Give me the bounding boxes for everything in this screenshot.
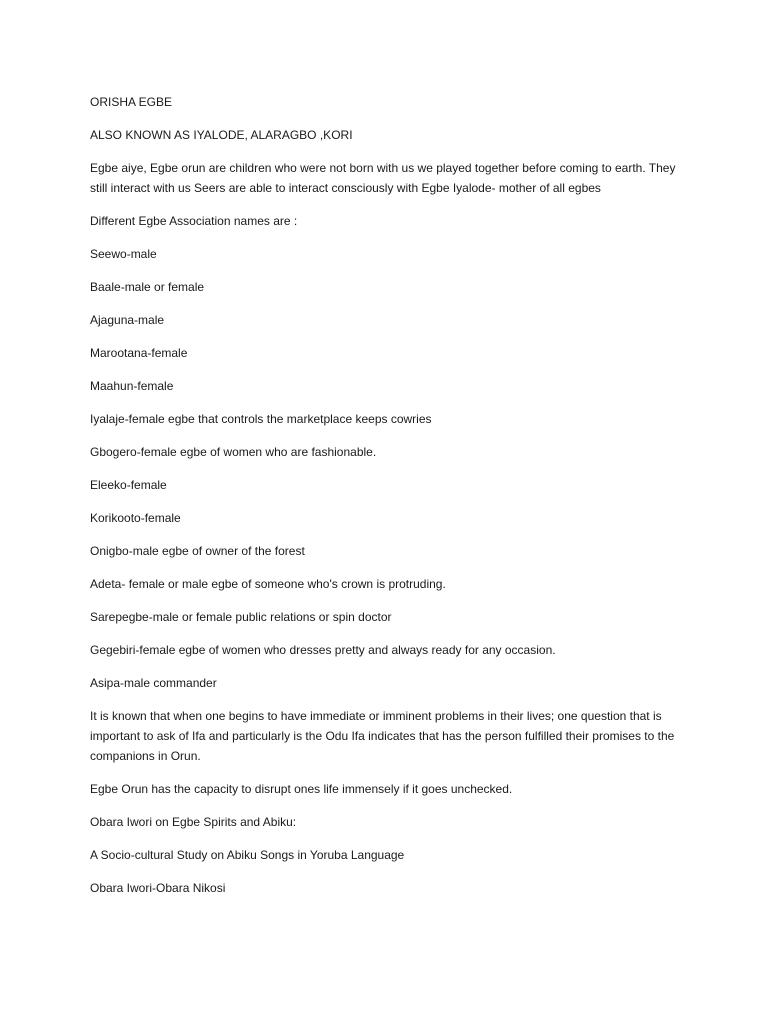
body-paragraph: It is known that when one begins to have immediate or imminent problems in their lives; one question that is important to ask of Ifa and particularly is the Odu Ifa indicates that has the person fulfilled their promises to the companions in Orun. [90, 709, 675, 763]
intro-paragraph: Egbe aiye, Egbe orun are children who were not born with us we played together before coming to earth. They still interact with us Seers are able to interact consciously with Egbe Iyalode- mother of all egbes [90, 161, 676, 195]
document-title: ORISHA EGBE [90, 95, 173, 109]
association-heading: Different Egbe Association names are : [90, 214, 298, 228]
section-heading: Obara Iwori on Egbe Spirits and Abiku: [90, 815, 297, 829]
association-item: Onigbo-male egbe of owner of the forest [90, 544, 305, 558]
document-subtitle: ALSO KNOWN AS IYALODE, ALARAGBO ,KORI [90, 128, 353, 142]
association-item: Gegebiri-female egbe of women who dresses pretty and always ready for any occasion. [90, 643, 556, 657]
association-item: Korikooto-female [90, 511, 181, 525]
document-body [90, 92, 690, 911]
association-item: Ajaguna-male [90, 313, 165, 327]
body-paragraph: Egbe Orun has the capacity to disrupt ones life immensely if it goes unchecked. [90, 782, 513, 796]
reference-line: Obara Iwori-Obara Nikosi [90, 881, 226, 895]
association-item: Marootana-female [90, 346, 188, 360]
association-item: Asipa-male commander [90, 676, 217, 690]
association-item: Baale-male or female [90, 280, 205, 294]
reference-line: A Socio-cultural Study on Abiku Songs in Yoruba Language [90, 848, 405, 862]
association-item: Seewo-male [90, 247, 157, 261]
association-item: Sarepegbe-male or female public relations or spin doctor [90, 610, 392, 624]
association-item: Gbogero-female egbe of women who are fashionable. [90, 445, 377, 459]
association-item: Eleeko-female [90, 478, 167, 492]
association-item: Maahun-female [90, 379, 174, 393]
association-item: Iyalaje-female egbe that controls the marketplace keeps cowries [90, 412, 432, 426]
association-item: Adeta- female or male egbe of someone who's crown is protruding. [90, 577, 446, 591]
